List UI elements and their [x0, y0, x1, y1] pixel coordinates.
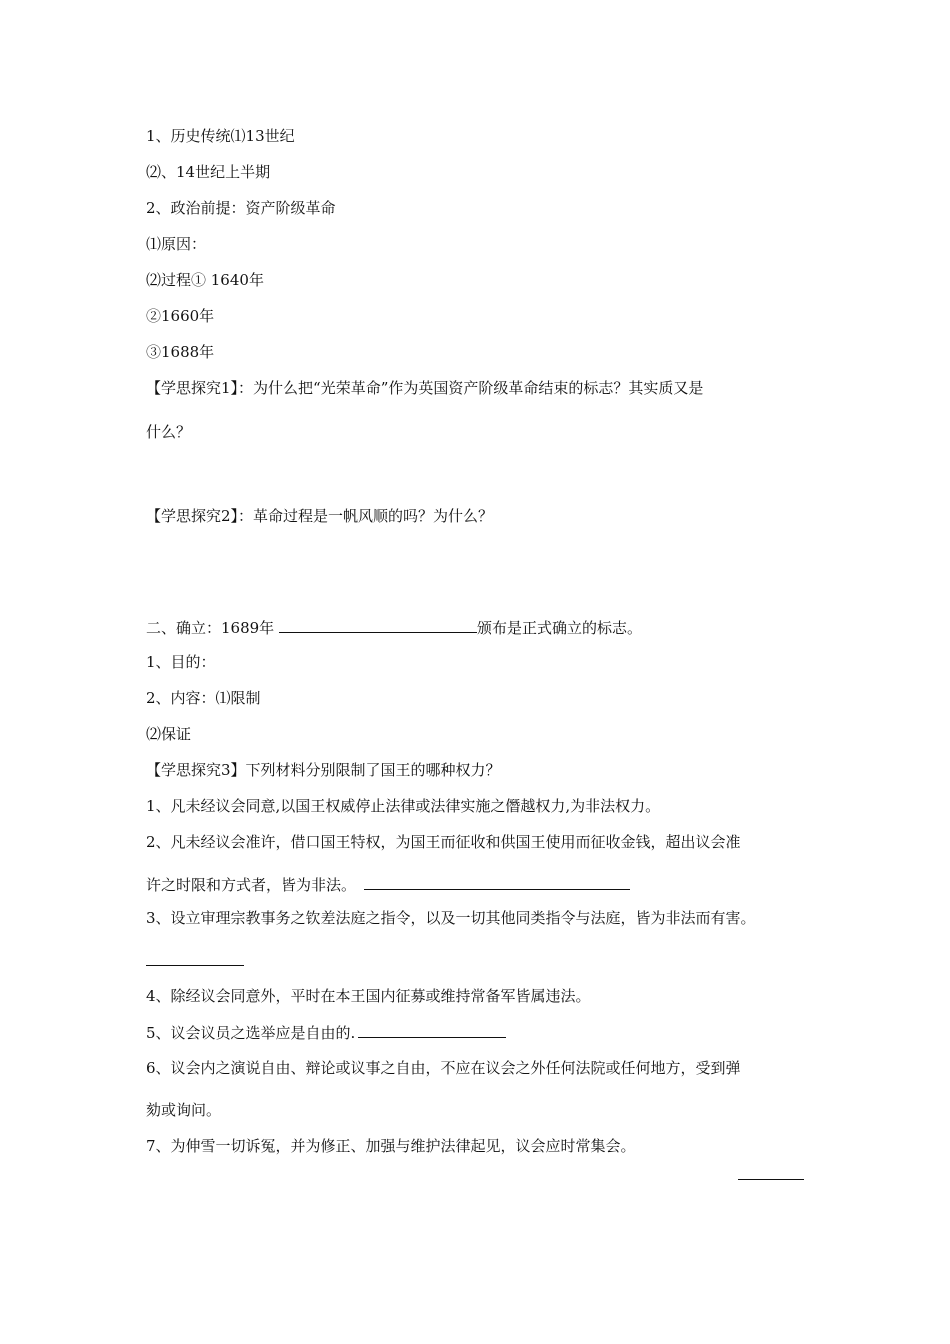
fill-in-blank — [358, 1022, 506, 1038]
fill-in-blank — [738, 1179, 804, 1180]
text-line-material-6-cont: 劾或询问。 — [146, 1101, 222, 1119]
text-line-material-4: 4、除经议会同意外，平时在本王国内征募或维持常备军皆属违法。 — [146, 987, 591, 1005]
material-5-text: 5、议会议员之选举应是自由的. — [146, 1024, 356, 1042]
text-line-history-tradition: 1、历史传统⑴13世纪 — [146, 127, 295, 145]
text-line-content-limit: 2、内容：⑴限制 — [146, 689, 261, 707]
text-line-material-6: 6、议会内之演说自由、辩论或议事之自由，不应在议会之外任何法院或任何地方，受到弹 — [146, 1059, 741, 1077]
text-line-1688: ③1688年 — [146, 343, 215, 361]
text-line-establishment — [146, 617, 642, 638]
fill-in-blank — [364, 874, 630, 890]
text-line-material-5 — [146, 1022, 506, 1043]
text-line-1660: ②1660年 — [146, 307, 215, 325]
text-line-material-1: 1、凡未经议会同意,以国王权威停止法律或法律实施之僭越权力,为非法权力。 — [146, 797, 661, 815]
text-line-inquiry-2: 【学思探究2】：革命过程是一帆风顺的吗？为什么？ — [146, 507, 494, 525]
text-line-inquiry-1-cont: 什么？ — [146, 423, 192, 441]
text-line-material-2: 2、凡未经议会准许，借口国王特权，为国王而征收和供国王使用而征收金钱，超出议会准 — [146, 833, 741, 851]
text-line-political-premise: 2、政治前提：资产阶级革命 — [146, 199, 336, 217]
text-line-process-1640: ⑵过程① 1640年 — [146, 271, 264, 289]
text-line-material-7: 7、为伸雪一切诉冤，并为修正、加强与维护法律起见，议会应时常集会。 — [146, 1137, 636, 1155]
establishment-label: 二、确立：1689年 — [146, 619, 279, 637]
establishment-suffix: 颁布是正式确立的标志。 — [476, 619, 642, 637]
text-line-cause: ⑴原因： — [146, 235, 207, 253]
text-line-inquiry-3: 【学思探究3】下列材料分别限制了国王的哪种权力？ — [146, 761, 501, 779]
text-line-material-2-cont — [146, 874, 630, 895]
text-line-purpose: 1、目的： — [146, 653, 216, 671]
material-2-cont-text: 许之时限和方式者，皆为非法。 — [146, 876, 357, 894]
text-line-inquiry-1: 【学思探究1】：为什么把“光荣革命”作为英国资产阶级革命结束的标志？其实质又是 — [146, 379, 704, 397]
text-line-material-3: 3、设立审理宗教事务之钦差法庭之指令，以及一切其他同类指令与法庭，皆为非法而有害。 — [146, 909, 756, 927]
text-line-14th-century: ⑵、14世纪上半期 — [146, 163, 271, 181]
fill-in-blank — [146, 965, 244, 966]
text-line-guarantee: ⑵保证 — [146, 725, 192, 743]
fill-in-blank — [279, 617, 477, 633]
